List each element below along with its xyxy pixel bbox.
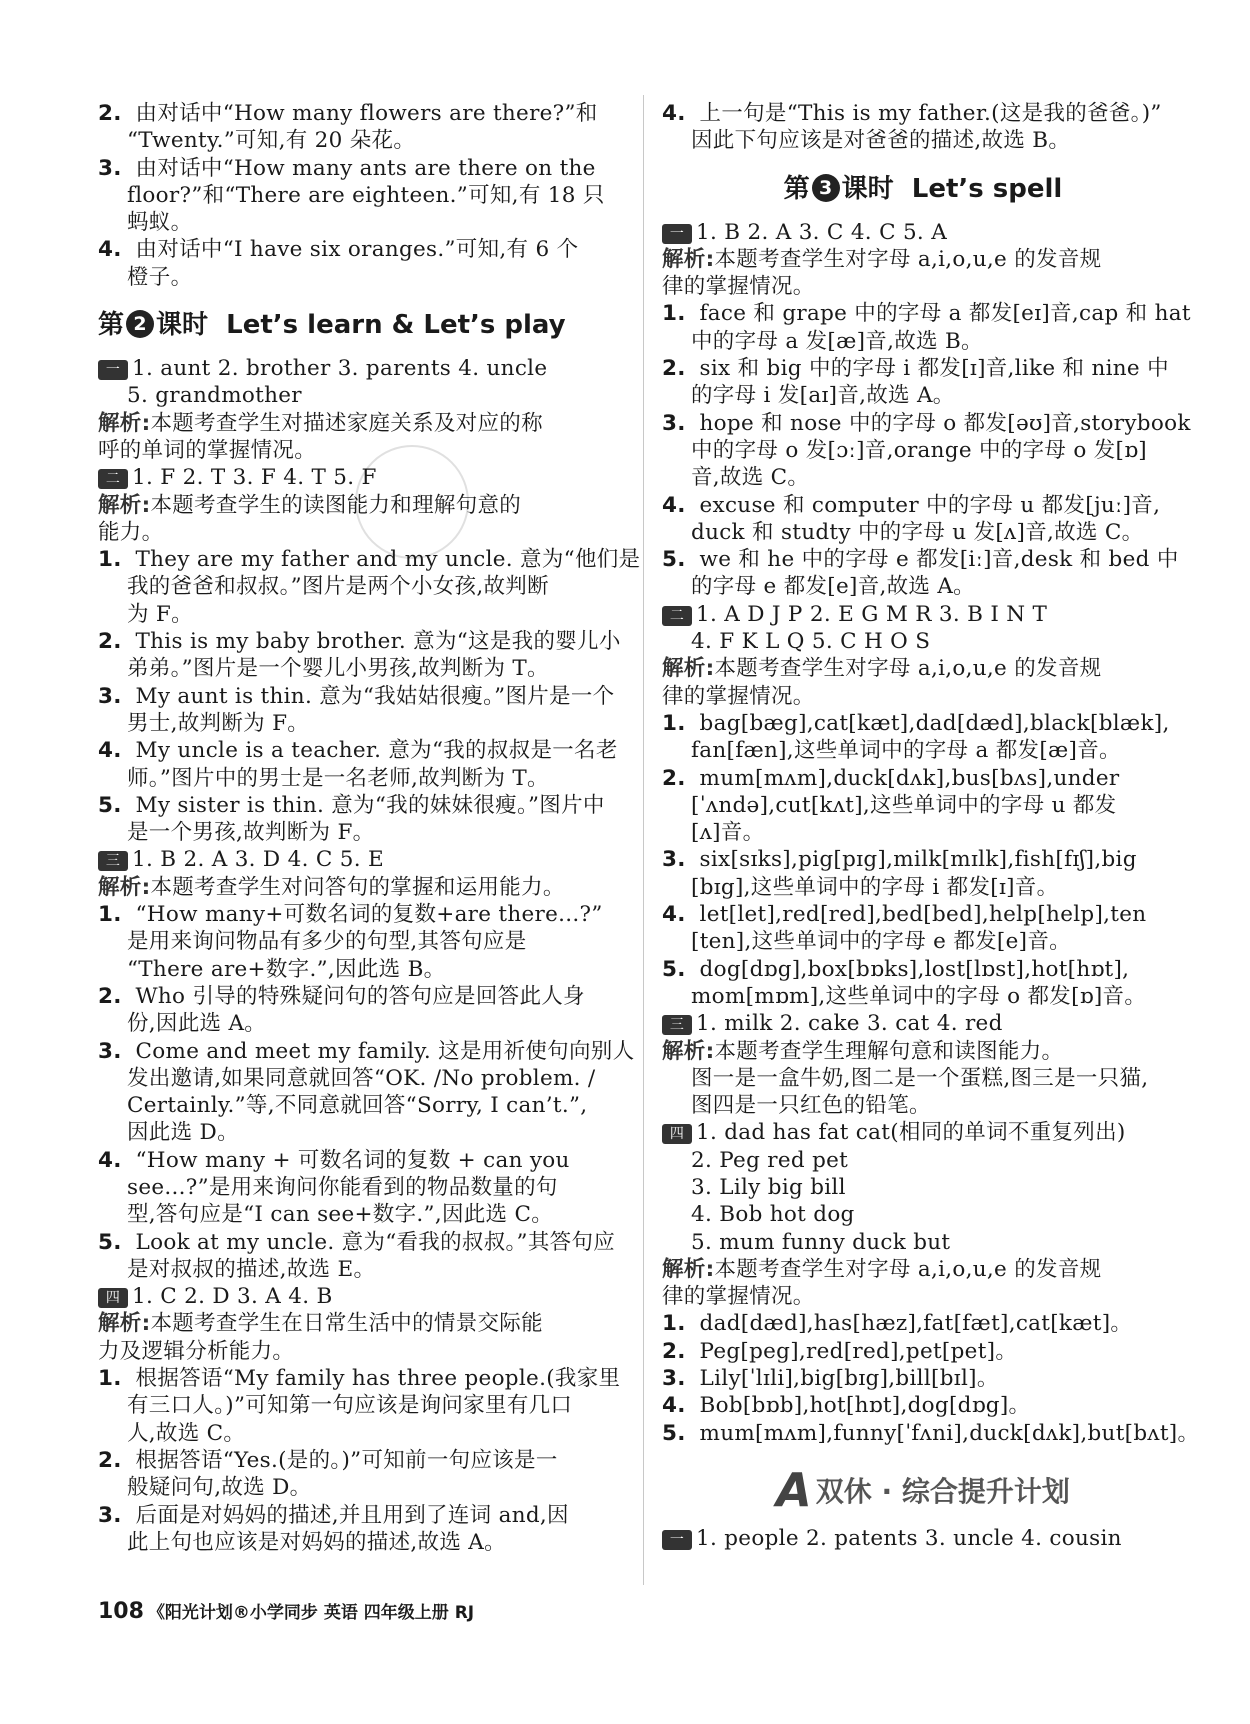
item-number: 3. bbox=[662, 410, 694, 436]
explanation-text: see...?”是用来询问你能看到的物品数量的句 bbox=[127, 1174, 558, 1200]
explanation-text: 的字母 e 都发[e]音,故选 A。 bbox=[691, 574, 975, 600]
explanation-line bbox=[662, 464, 1184, 491]
item-number: 2. bbox=[98, 629, 130, 655]
item-number: 4. bbox=[98, 237, 130, 263]
explanation-line bbox=[98, 737, 628, 764]
explanation-text: 份,因此选 A。 bbox=[127, 1011, 267, 1037]
explanation-line bbox=[662, 355, 1184, 382]
explanation-text: 中的字母 a 发[æ]音,故选 B。 bbox=[691, 328, 983, 354]
lesson-number-circle: 2 bbox=[126, 310, 154, 338]
explanation-text: 图四是一只红色的铅笔。 bbox=[691, 1093, 931, 1119]
explanation-text: bag[bæg],cat[kæt],dad[dæd],black[blæk], bbox=[699, 710, 1170, 736]
explanation-line bbox=[662, 737, 1184, 764]
explanation-line bbox=[98, 710, 628, 737]
explanation-line bbox=[662, 127, 1184, 154]
explanation-line bbox=[98, 1092, 628, 1119]
explanation-text: 此上句也应该是对妈妈的描述,故选 A。 bbox=[127, 1529, 506, 1555]
analysis-label: 解析: bbox=[662, 1256, 715, 1282]
explanation-text: 型,答句应是“I can see+数字.”,因此选 C。 bbox=[127, 1202, 554, 1228]
analysis-text: 本题考查学生对问答句的掌握和运用能力。 bbox=[150, 874, 565, 900]
part-2-explanations bbox=[98, 546, 641, 846]
explanation-text: six 和 big 中的字母 i 都发[ɪ]音,like 和 nine 中 bbox=[699, 356, 1169, 382]
explanation-line bbox=[98, 182, 628, 209]
analysis-label: 解析: bbox=[662, 656, 715, 682]
explanation-text: 图一是一盒牛奶,图二是一个蛋糕,图三是一只猫, bbox=[691, 1065, 1149, 1091]
explanation-text: face 和 grape 中的字母 a 都发[eɪ]音,cap 和 hat bbox=[699, 301, 1191, 327]
column-divider bbox=[643, 95, 644, 1585]
explanation-line bbox=[98, 983, 628, 1010]
answers: 1. aunt 2. brother 3. parents 4. uncle bbox=[132, 356, 548, 382]
explanation-line bbox=[98, 155, 628, 182]
answers-cont: 4. F K L Q 5. C H O S bbox=[691, 629, 931, 655]
answers: 1. F 2. T 3. F 4. T 5. F bbox=[132, 465, 377, 491]
part-badge-3: 三 bbox=[662, 1015, 692, 1035]
explanation-line bbox=[662, 901, 1184, 928]
explanation-line bbox=[662, 792, 1184, 819]
explanation-text: 由对话中“I have six oranges.”可知,有 6 个 bbox=[135, 237, 579, 263]
analysis-label: 解析: bbox=[98, 492, 151, 518]
explanation-text: This is my baby brother. 意为“这是我的婴儿小 bbox=[135, 629, 621, 655]
section-3-heading bbox=[662, 165, 1184, 213]
explanation-line bbox=[662, 1310, 1184, 1337]
part-badge-4: 四 bbox=[98, 1288, 128, 1308]
explanation-line bbox=[98, 1420, 628, 1447]
explanation-line bbox=[662, 1092, 1184, 1119]
item-number: 4. bbox=[662, 902, 694, 928]
explanation-text: My aunt is thin. 意为“我姑姑很瘦。”图片是一个 bbox=[135, 683, 615, 709]
explanation-text: duck 和 studty 中的字母 u 发[ʌ]音,故选 C。 bbox=[691, 519, 1144, 545]
analysis-text-cont: 力及逻辑分析能力。 bbox=[98, 1338, 295, 1364]
item-number: 3. bbox=[98, 1038, 130, 1064]
explanation-text: 男士,故判断为 F。 bbox=[127, 710, 310, 736]
item-number: 1. bbox=[98, 547, 130, 573]
explanation-text: six[sɪks],pig[pɪg],milk[mɪlk],fish[fɪʃ],big bbox=[699, 847, 1137, 873]
explanation-line bbox=[98, 792, 628, 819]
explanation-text: dog[dɒg],box[bɒks],lost[lɒst],hot[hɒt], bbox=[699, 956, 1130, 982]
spell-part-1-explanations bbox=[662, 300, 1191, 600]
explanation-line bbox=[98, 1201, 628, 1228]
spell-part-3 bbox=[662, 1010, 1184, 1119]
explanation-line bbox=[662, 819, 1184, 846]
explanation-line bbox=[98, 1038, 635, 1065]
explanation-text: 上一句是“This is my father.(这是我的爸爸。)” bbox=[699, 101, 1162, 126]
spell-part-2 bbox=[662, 601, 1184, 1010]
spell-part-2-explanations bbox=[662, 710, 1184, 1010]
explanation-line bbox=[98, 819, 628, 846]
explanation-line bbox=[662, 846, 1184, 873]
item-number: 4. bbox=[98, 1147, 130, 1173]
analysis-label: 解析: bbox=[98, 410, 151, 436]
explanation-line bbox=[662, 546, 1184, 573]
explanation-line bbox=[662, 1338, 1184, 1365]
explanation-line bbox=[98, 628, 628, 655]
explanation-text: 般疑问句,故选 D。 bbox=[127, 1475, 312, 1501]
analysis-label: 解析: bbox=[98, 874, 151, 900]
part-badge-2: 二 bbox=[98, 469, 128, 489]
explanation-text: 由对话中“How many ants are there on the bbox=[135, 155, 596, 181]
explanation-line bbox=[98, 1010, 628, 1037]
explanation-line bbox=[98, 1529, 628, 1556]
explanation-line bbox=[662, 382, 1184, 409]
explanation-line bbox=[662, 1392, 1184, 1419]
explanation-text: Come and meet my family. 这是用祈使句向别人 bbox=[135, 1038, 635, 1064]
item-number: 5. bbox=[98, 1229, 130, 1255]
explanation-text: 师。”图片中的男士是一名老师,故判断为 T。 bbox=[127, 765, 549, 791]
explanation-line bbox=[98, 546, 641, 573]
explanation-text: 为 F。 bbox=[127, 601, 193, 627]
explanation-text: 根据答语“My family has three people.(我家里 bbox=[135, 1366, 621, 1392]
explanation-text: My uncle is a teacher. 意为“我的叔叔是一名老 bbox=[135, 738, 618, 764]
explanation-line bbox=[98, 655, 628, 682]
explanation-text: 我的爸爸和叔叔。”图片是两个小女孩,故判断 bbox=[127, 574, 549, 600]
carryover-explanation bbox=[662, 100, 1184, 155]
explanation-text: 发出邀请,如果同意就回答“OK. /No problem. / bbox=[127, 1065, 596, 1091]
explanation-text: 是一个男孩,故判断为 F。 bbox=[127, 820, 375, 846]
explanation-line bbox=[662, 1420, 1200, 1447]
explanation-line bbox=[98, 100, 628, 127]
item-number: 3. bbox=[98, 1502, 130, 1528]
explanation-text: 音,故选 C。 bbox=[691, 465, 810, 491]
part-2 bbox=[98, 464, 641, 846]
explanation-text: 中的字母 o 发[ɔː]音,orange 中的字母 o 发[ɒ] bbox=[691, 437, 1147, 463]
explanation-text: Certainly.”等,不同意就回答“Sorry, I can’t.”, bbox=[127, 1093, 588, 1119]
explanation-text: [ʌ]音。 bbox=[691, 820, 765, 846]
item-number: 3. bbox=[98, 155, 130, 181]
explanation-line bbox=[662, 328, 1184, 355]
weekend-plan-banner bbox=[662, 1459, 1184, 1521]
answer-line: 1. dad has fat cat(相同的单词不重复列出) bbox=[696, 1120, 1126, 1146]
explanation-line bbox=[662, 492, 1184, 519]
explanation-line bbox=[98, 1502, 628, 1529]
explanation-line bbox=[662, 437, 1184, 464]
item-number: 1. bbox=[98, 902, 130, 928]
item-number: 5. bbox=[98, 792, 130, 818]
explanation-text: 人,故选 C。 bbox=[127, 1420, 246, 1446]
explanation-line bbox=[98, 1365, 628, 1392]
analysis-text: 本题考查学生对字母 a,i,o,u,e 的发音规 bbox=[714, 246, 1102, 272]
item-number: 3. bbox=[98, 683, 130, 709]
analysis-text: 本题考查学生的读图能力和理解句意的 bbox=[150, 492, 522, 518]
explanation-text: 因此下句应该是对爸爸的描述,故选 B。 bbox=[691, 128, 1071, 154]
explanation-line bbox=[98, 1229, 628, 1256]
explanation-text: “There are+数字.”,因此选 B。 bbox=[127, 956, 446, 982]
explanation-line bbox=[98, 236, 628, 263]
item-number: 2. bbox=[662, 356, 694, 382]
item-number: 3. bbox=[662, 847, 694, 873]
analysis-text-cont: 律的掌握情况。 bbox=[662, 683, 815, 709]
explanation-line bbox=[98, 928, 628, 955]
section-prefix: 第 bbox=[783, 173, 810, 204]
explanation-text: 弟弟。”图片是一个婴儿小男孩,故判断为 T。 bbox=[127, 656, 549, 682]
explanation-text: 是用来询问物品有多少的句型,其答句应是 bbox=[127, 929, 527, 955]
explanation-text: 有三口人。)”可知第一句应该是询问家里有几口 bbox=[127, 1393, 573, 1419]
part-1 bbox=[98, 355, 628, 464]
item-number: 2. bbox=[98, 983, 130, 1009]
analysis-text-cont: 律的掌握情况。 bbox=[662, 274, 815, 300]
explanation-text: hope 和 nose 中的字母 o 都发[əʊ]音,storybook bbox=[699, 410, 1191, 436]
spell-part-3-explanations bbox=[662, 1065, 1184, 1120]
part-badge-2: 二 bbox=[662, 606, 692, 626]
banner-letter: A bbox=[776, 1462, 812, 1517]
item-number: 1. bbox=[662, 301, 694, 327]
explanation-line bbox=[662, 300, 1191, 327]
final-answers bbox=[662, 1525, 1184, 1552]
explanation-line bbox=[98, 1256, 628, 1283]
analysis-text: 本题考查学生对描述家庭关系及对应的称 bbox=[150, 410, 543, 436]
answer-line: 4. Bob hot dog bbox=[691, 1202, 855, 1228]
explanation-text: Peg[peg],red[red],pet[pet]。 bbox=[699, 1338, 1018, 1364]
answer-line: 2. Peg red pet bbox=[691, 1147, 849, 1173]
explanation-line bbox=[662, 928, 1184, 955]
explanation-text: 橙子。 bbox=[127, 264, 193, 290]
lesson-number-circle: 3 bbox=[812, 174, 840, 202]
item-number: 2. bbox=[98, 1447, 130, 1473]
answers: 1. C 2. D 3. A 4. B bbox=[132, 1284, 333, 1310]
explanation-text: let[let],red[red],bed[bed],help[help],ten bbox=[699, 902, 1147, 928]
explanation-line bbox=[98, 1392, 628, 1419]
explanation-text: dad[dæd],has[hæz],fat[fæt],cat[kæt]。 bbox=[699, 1311, 1133, 1337]
item-number: 2. bbox=[662, 1338, 694, 1364]
explanation-line bbox=[662, 1065, 1184, 1092]
analysis-text-cont: 能力。 bbox=[98, 519, 164, 545]
explanation-line bbox=[98, 209, 628, 236]
part-badge-4: 四 bbox=[662, 1124, 692, 1144]
banner-title: 双休 · 综合提升计划 bbox=[815, 1474, 1070, 1508]
part-badge-1: 一 bbox=[662, 1530, 692, 1550]
item-number: 5. bbox=[662, 956, 694, 982]
explanation-line bbox=[662, 956, 1184, 983]
explanation-line bbox=[662, 874, 1184, 901]
explanation-text: They are my father and my uncle. 意为“他们是 bbox=[135, 547, 641, 573]
item-number: 4. bbox=[662, 1393, 694, 1419]
explanation-text: “How many+可数名词的复数+are there...?” bbox=[135, 902, 603, 928]
explanation-text: 因此选 D。 bbox=[127, 1120, 239, 1146]
part-4-explanations bbox=[98, 1365, 628, 1556]
analysis-label: 解析: bbox=[662, 1038, 715, 1064]
explanation-text: Look at my uncle. 意为“看我的叔叔。”其答句应 bbox=[135, 1229, 616, 1255]
explanation-line bbox=[98, 1447, 628, 1474]
analysis-text-cont: 呼的单词的掌握情况。 bbox=[98, 437, 317, 463]
explanation-text: Bob[bɒb],hot[hɒt],dog[dɒg]。 bbox=[699, 1393, 1031, 1419]
explanation-line bbox=[98, 264, 628, 291]
answer-line: 5. mum funny duck but bbox=[691, 1229, 951, 1255]
explanation-text: fan[fæn],这些单词中的字母 a 都发[æ]音。 bbox=[691, 738, 1121, 764]
spell-part-1 bbox=[662, 219, 1191, 601]
explanation-line bbox=[98, 573, 628, 600]
analysis-text: 本题考查学生理解句意和读图能力。 bbox=[714, 1038, 1064, 1064]
explanation-line bbox=[98, 601, 628, 628]
item-number: 5. bbox=[662, 1420, 694, 1446]
explanation-line bbox=[98, 901, 628, 928]
explanation-text: 根据答语“Yes.(是的。)”可知前一句应该是一 bbox=[135, 1447, 558, 1473]
section-title: Let’s learn & Let’s play bbox=[226, 310, 566, 341]
answers: 1. people 2. patents 3. uncle 4. cousin bbox=[696, 1525, 1122, 1551]
explanation-line bbox=[662, 1365, 1184, 1392]
analysis-label: 解析: bbox=[662, 246, 715, 272]
spell-part-4 bbox=[662, 1119, 1200, 1447]
spell-part-4-explanations bbox=[662, 1310, 1200, 1446]
page-number: 108 bbox=[98, 1599, 144, 1624]
explanation-line bbox=[98, 683, 628, 710]
explanation-line bbox=[98, 1065, 628, 1092]
explanation-text: 由对话中“How many flowers are there?”和 bbox=[135, 101, 598, 126]
item-number: 1. bbox=[662, 710, 694, 736]
part-4 bbox=[98, 1283, 628, 1556]
section-title: Let’s spell bbox=[911, 173, 1063, 204]
item-number: 3. bbox=[662, 1366, 694, 1392]
item-number: 4. bbox=[98, 738, 130, 764]
explanation-text: mum[mʌm],duck[dʌk],bus[bʌs],under bbox=[699, 765, 1120, 791]
item-number: 4. bbox=[662, 492, 694, 518]
analysis-text: 本题考查学生在日常生活中的情景交际能 bbox=[150, 1311, 543, 1337]
section-suffix: 课时 bbox=[841, 173, 894, 204]
analysis-text: 本题考查学生对字母 a,i,o,u,e 的发音规 bbox=[714, 656, 1102, 682]
explanation-line bbox=[98, 1174, 628, 1201]
explanation-text: [ten],这些单词中的字母 e 都发[e]音。 bbox=[691, 929, 1071, 955]
part-3 bbox=[98, 846, 635, 1283]
item-number: 5. bbox=[662, 547, 694, 573]
explanation-line bbox=[662, 410, 1191, 437]
explanation-line bbox=[98, 1147, 628, 1174]
left-column bbox=[98, 100, 641, 1556]
explanation-line bbox=[662, 710, 1184, 737]
explanation-text: floor?”和“There are eighteen.”可知,有 18 只 bbox=[127, 182, 605, 208]
explanation-text: excuse 和 computer 中的字母 u 都发[juː]音, bbox=[699, 492, 1161, 518]
answers: 1. milk 2. cake 3. cat 4. red bbox=[696, 1011, 1003, 1037]
explanation-line bbox=[98, 1119, 628, 1146]
book-title: 《阳光计划®小学同步 英语 四年级上册 RJ bbox=[147, 1603, 475, 1623]
right-column bbox=[662, 100, 1200, 1552]
explanation-text: Lily[ˈlɪli],big[bɪg],bill[bɪl]。 bbox=[699, 1366, 999, 1392]
explanation-line bbox=[662, 100, 1184, 127]
intro-explanations bbox=[98, 100, 628, 291]
item-number: 1. bbox=[662, 1311, 694, 1337]
item-number: 1. bbox=[98, 1366, 130, 1392]
explanation-text: 的字母 i 发[aɪ]音,故选 A。 bbox=[691, 383, 955, 409]
explanation-text: My sister is thin. 意为“我的妹妹很瘦。”图片中 bbox=[135, 792, 605, 818]
page-footer bbox=[98, 1598, 474, 1624]
explanation-text: “How many + 可数名词的复数 + can you bbox=[135, 1147, 570, 1173]
explanation-text: mom[mɒm],这些单词中的字母 o 都发[ɒ]音。 bbox=[691, 983, 1147, 1009]
explanation-text: [ˈʌndə],cut[kʌt],这些单词中的字母 u 都发 bbox=[691, 792, 1117, 818]
explanation-line bbox=[98, 765, 628, 792]
explanation-line bbox=[662, 765, 1184, 792]
explanation-line bbox=[98, 127, 628, 154]
explanation-text: [bɪg],这些单词中的字母 i 都发[ɪ]音。 bbox=[691, 874, 1059, 900]
explanation-line bbox=[662, 519, 1184, 546]
explanation-line bbox=[662, 983, 1184, 1010]
part-badge-1: 一 bbox=[662, 224, 692, 244]
answers: 1. B 2. A 3. D 4. C 5. E bbox=[132, 847, 384, 873]
explanation-text: 是对叔叔的描述,故选 E。 bbox=[127, 1256, 376, 1282]
explanation-line bbox=[662, 573, 1184, 600]
item-number: 2. bbox=[662, 765, 694, 791]
answers: 1. A D J P 2. E G M R 3. B I N T bbox=[696, 601, 1048, 627]
answers-cont: 5. grandmother bbox=[127, 383, 302, 409]
analysis-text: 本题考查学生对字母 a,i,o,u,e 的发音规 bbox=[714, 1256, 1102, 1282]
explanation-line bbox=[98, 956, 628, 983]
explanation-text: 蚂蚁。 bbox=[127, 210, 193, 236]
answers: 1. B 2. A 3. C 4. C 5. A bbox=[696, 219, 948, 245]
item-number: 4. bbox=[662, 101, 694, 126]
section-prefix: 第 bbox=[98, 310, 125, 341]
explanation-text: 后面是对妈妈的描述,并且用到了连词 and,因 bbox=[135, 1502, 569, 1528]
section-2-heading bbox=[98, 301, 628, 349]
item-number: 2. bbox=[98, 101, 130, 126]
explanation-text: we 和 he 中的字母 e 都发[iː]音,desk 和 bed 中 bbox=[699, 547, 1179, 573]
analysis-text-cont: 律的掌握情况。 bbox=[662, 1284, 815, 1310]
part-3-explanations bbox=[98, 901, 635, 1283]
part-badge-1: 一 bbox=[98, 360, 128, 380]
explanation-text: mum[mʌm],funny[ˈfʌni],duck[dʌk],but[bʌt]。 bbox=[699, 1420, 1200, 1446]
explanation-line bbox=[98, 1474, 628, 1501]
explanation-text: “Twenty.”可知,有 20 朵花。 bbox=[127, 128, 416, 154]
explanation-text: Who 引导的特殊疑问句的答句应是回答此人身 bbox=[135, 983, 585, 1009]
analysis-label: 解析: bbox=[98, 1311, 151, 1337]
answer-line: 3. Lily big bill bbox=[691, 1174, 846, 1200]
section-suffix: 课时 bbox=[156, 310, 209, 341]
part-badge-3: 三 bbox=[98, 851, 128, 871]
